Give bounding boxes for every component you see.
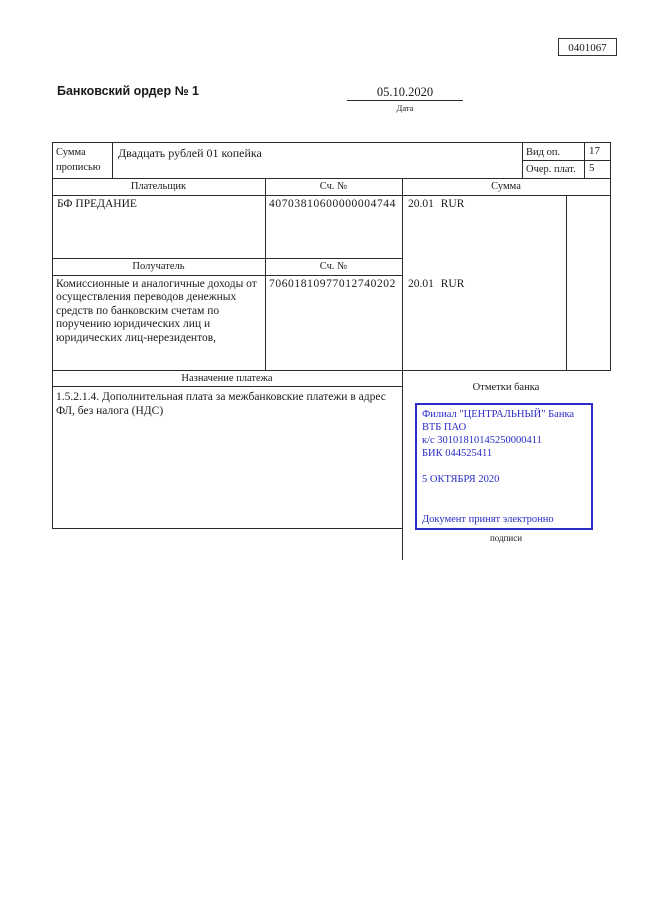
payer-amount: 20.01 RUR — [408, 198, 465, 210]
grid-line — [52, 195, 610, 196]
grid-line — [52, 370, 610, 371]
payer-account-header: Сч. № — [319, 181, 348, 192]
priority-label: Очер. плат. — [526, 164, 576, 175]
amount-in-words: Двадцать рублей 01 копейка — [118, 146, 262, 160]
op-kind-label: Вид оп. — [526, 147, 561, 158]
grid-line — [402, 178, 403, 560]
amount-header: Сумма — [491, 181, 521, 192]
grid-line — [52, 528, 403, 529]
grid-line — [566, 195, 567, 370]
payee-name: Комиссионные и аналогичные доходы от осуществления переводов денежных средств по банковским счетам по поручению юридических лиц и юридических лиц-нерезидентов, — [56, 278, 257, 344]
payee-header: Получатель — [132, 261, 185, 272]
op-kind-value: 17 — [589, 145, 600, 157]
priority-value: 5 — [589, 162, 595, 174]
payee-account: 70601810977012740202 — [269, 278, 396, 290]
stamp-date: 5 ОКТЯБРЯ 2020 — [422, 474, 500, 485]
signatures-label: подписи — [489, 533, 523, 543]
grid-line — [52, 258, 403, 259]
payer-name: БФ ПРЕДАНИЕ — [57, 198, 137, 210]
grid-line — [52, 142, 53, 529]
form-code-box: 0401067 — [558, 38, 617, 56]
purpose-text: 1.5.2.1.4. Дополнительная плата за межбанковские платежи в адрес ФЛ, без налога (НДС) — [56, 391, 386, 417]
grid-line — [52, 386, 403, 387]
payee-account-header: Сч. № — [319, 261, 348, 272]
stamp-line-2: ВТБ ПАО — [422, 422, 467, 433]
purpose-header: Назначение платежа — [181, 373, 273, 384]
grid-line — [584, 142, 585, 178]
payer-header: Плательщик — [130, 181, 187, 192]
payer-account: 40703810600000004744 — [269, 198, 396, 210]
grid-line — [522, 160, 610, 161]
grid-line — [52, 275, 403, 276]
grid-line — [265, 178, 266, 370]
grid-line — [52, 142, 610, 143]
document-title: Банковский ордер № 1 — [57, 84, 199, 98]
grid-line — [112, 142, 113, 178]
amount-in-words-label: Сумма прописью — [56, 147, 101, 173]
stamp-line-3: к/с 30101810145250000411 — [422, 435, 542, 446]
grid-line — [522, 142, 523, 178]
payee-amount: 20.01 RUR — [408, 278, 465, 290]
date-label: Дата — [396, 103, 414, 113]
date-value: 05.10.2020 — [376, 85, 434, 99]
grid-line — [52, 178, 610, 179]
date-underline — [347, 100, 463, 101]
bank-marks-header: Отметки банка — [472, 382, 540, 393]
bank-stamp — [415, 403, 593, 530]
stamp-line-1: Филиал "ЦЕНТРАЛЬНЫЙ" Банка — [422, 409, 575, 420]
stamp-footer: Документ принят электронно — [422, 514, 554, 525]
grid-line — [610, 142, 611, 371]
stamp-line-4: БИК 044525411 — [422, 448, 493, 459]
